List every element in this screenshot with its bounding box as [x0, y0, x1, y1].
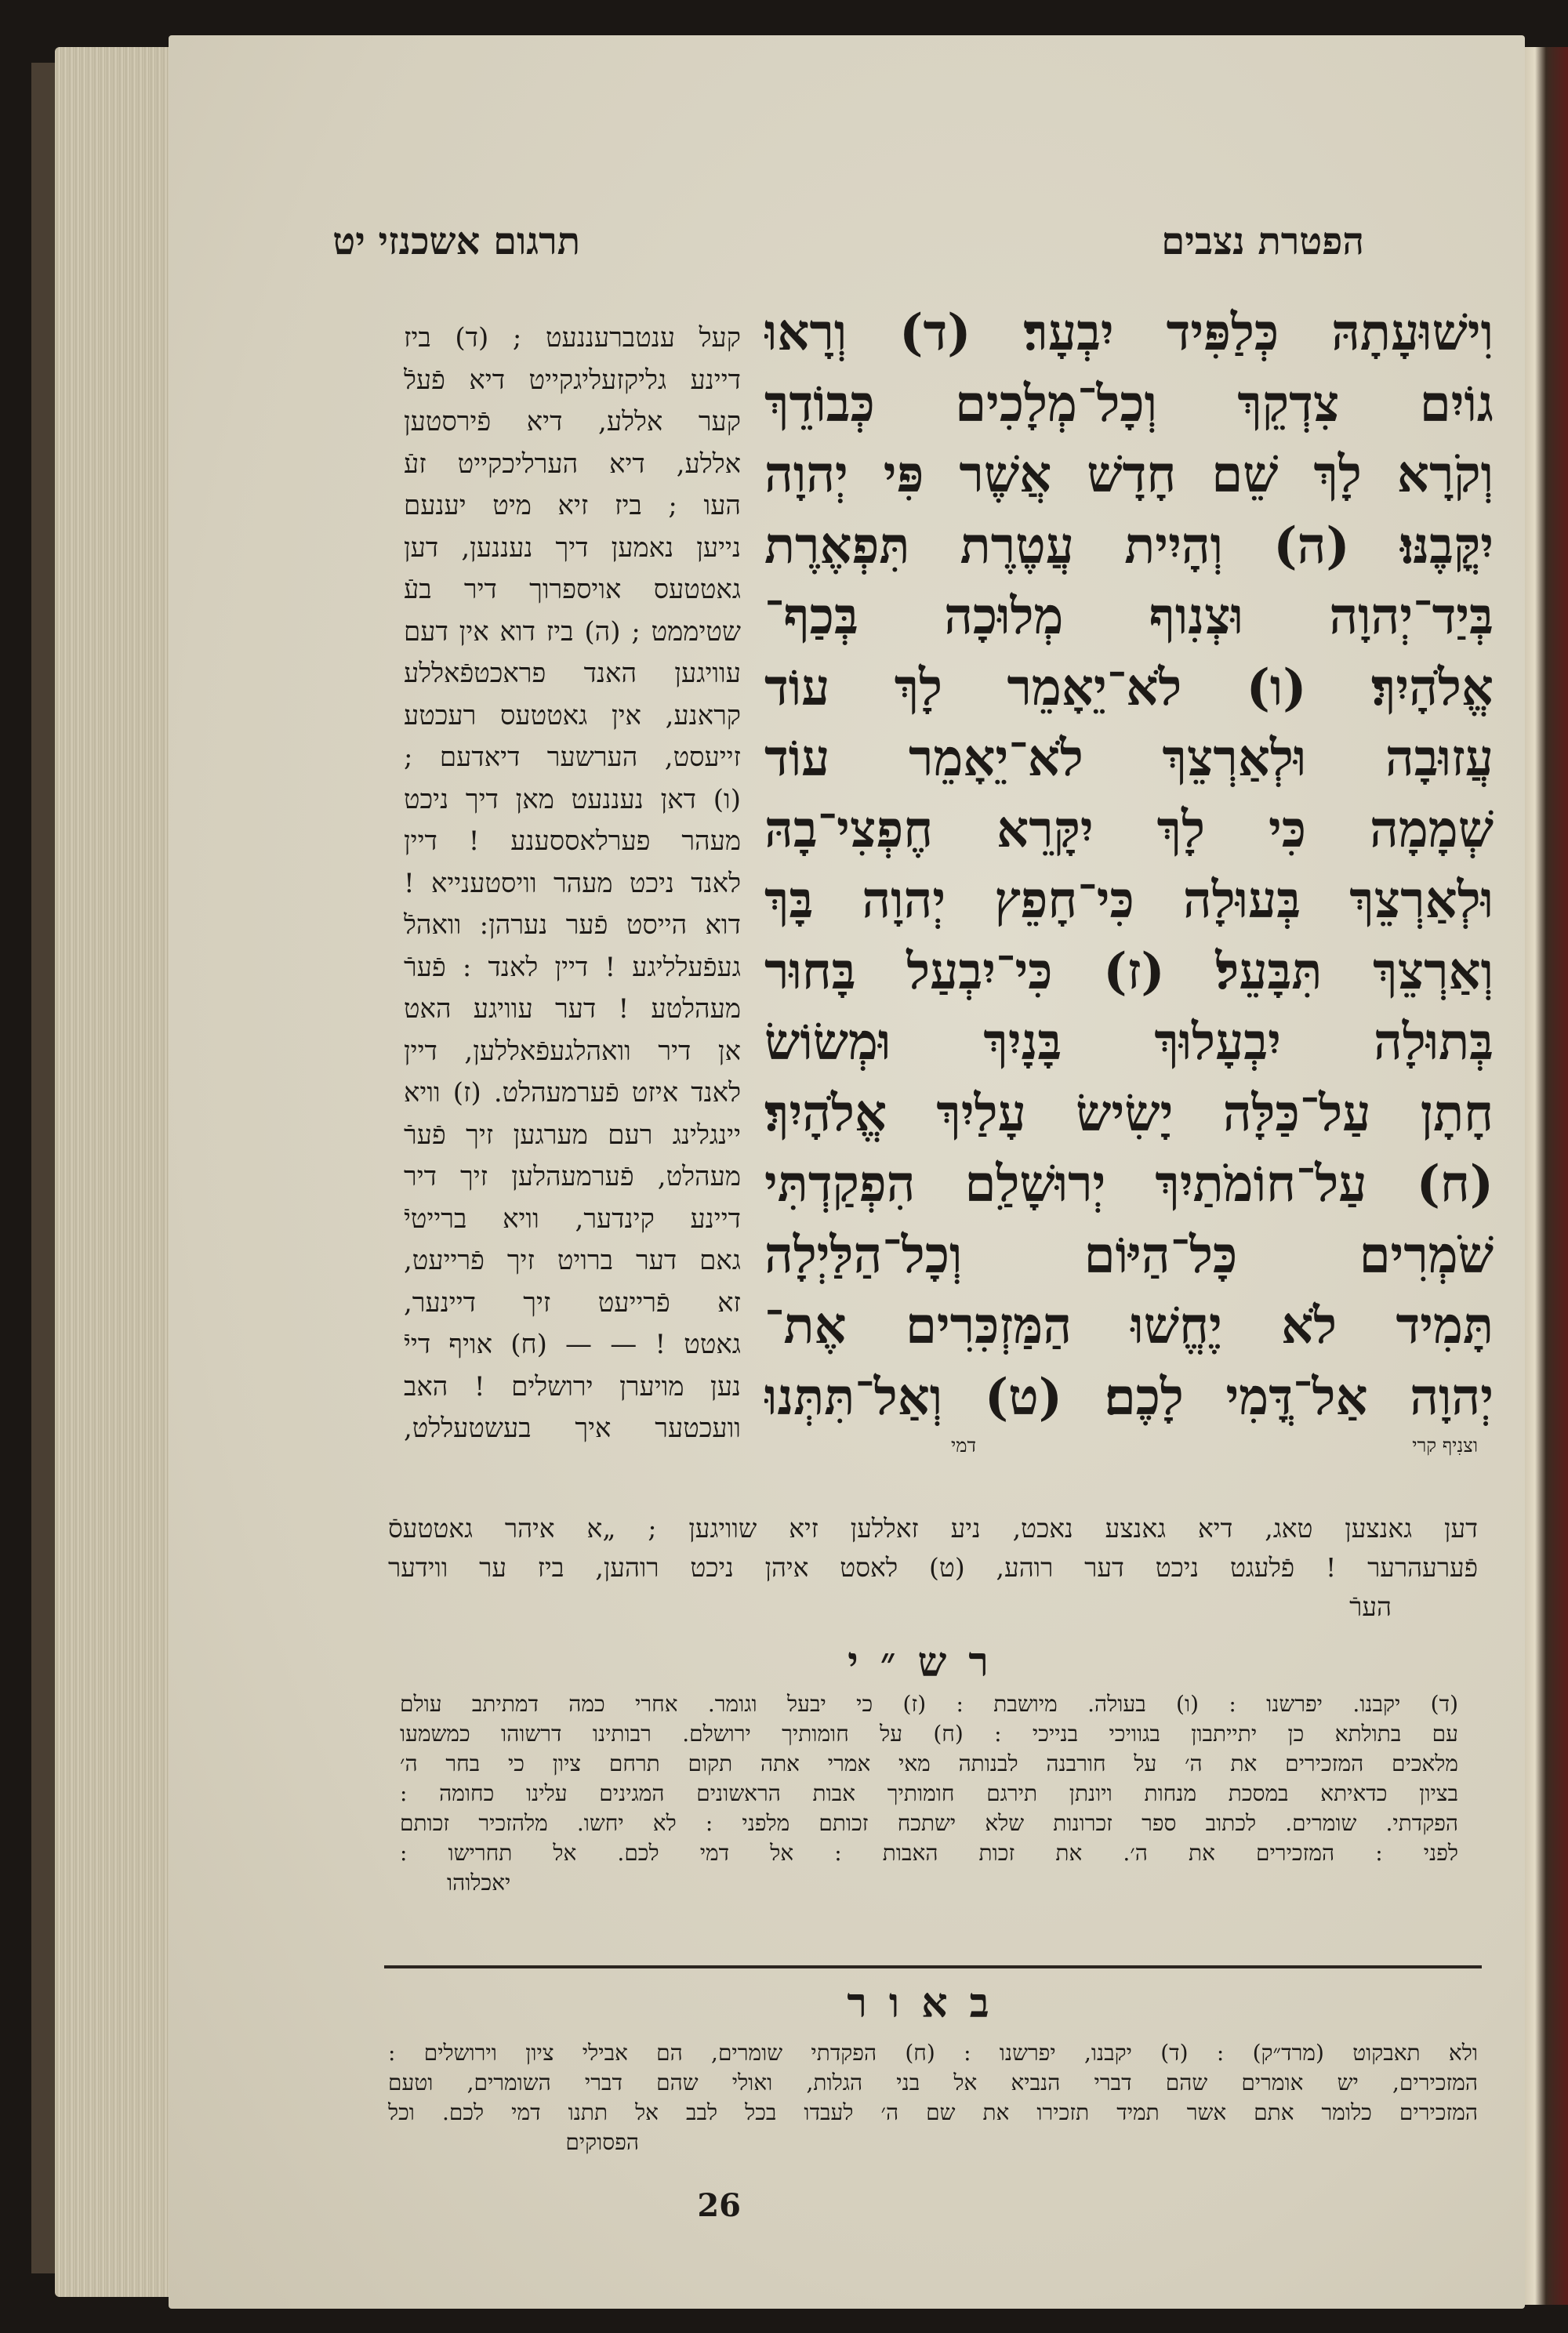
- main-line: וְאַרְצֵךְ תִּבָּעֵל׃ (ז) כִּי־יִבְעַל בָּחוּר: [764, 942, 1494, 1001]
- targum-line: נייען נאמען דיך נעננען, דען: [404, 532, 741, 564]
- page-edges: [55, 47, 172, 2297]
- biur-title: באור: [847, 1979, 1011, 2027]
- biur-catchword: הפסוקים: [565, 2129, 639, 2155]
- targum-line: לאנד ניכט מעהר וויסטענייא !: [404, 867, 741, 899]
- targum-line: מעהלט, פֿערמעהלען זיך דיר: [404, 1161, 741, 1192]
- targum-line: דיינע קינדער, וויא ברייטיֿ: [404, 1203, 741, 1235]
- main-line: בְּיַד־יְהוָה וּצְנִוף מְלוּכָה בְּכַף־: [764, 587, 1494, 646]
- main-line: וִישׁוּעָתָהּ כְּלַפִּיד יִבְעָר׃ (ד) וְרָאוּ: [764, 303, 1494, 362]
- book-page: [169, 35, 1525, 2309]
- targum-line: דיינע גליקזעליגקייט דיא פֿעלֿ: [404, 364, 741, 396]
- main-line: תָּמִיד לֹא יֶחֱשׁוּ הַמַּזְכִּרִים אֶת־: [764, 1297, 1494, 1355]
- targum-line: אן דיר וואהלגעפֿאללען, דיין: [404, 1035, 741, 1067]
- targum-line: וועכטער איך בעשטעללט,: [404, 1413, 741, 1444]
- rashi-line: לפני : המזכירים את ה׳. את זכות האבות : אל דמי לכם. אל תחרישו :: [400, 1840, 1458, 1866]
- rashi-catchword: יאכלוהו: [447, 1870, 511, 1896]
- main-line: חָתָן עַל־כַּלָּה יָשִׂישׂ עָלַיִךְ אֱלֹהָיִךְ׃: [764, 1083, 1494, 1143]
- biur-line: המזכירים כלומר אתם אשר תמיד תזכירו את שם ה׳ לעבדו בכל לבב אל תתנו דמי לכם. וכל: [388, 2099, 1478, 2125]
- targum-line: שטיממט ; (ה) ביז דוא אין דעם: [404, 615, 741, 648]
- section-divider: [384, 1965, 1482, 1968]
- catchword-main: דמי: [950, 1435, 976, 1457]
- main-line: גוֹיִם צִדְקֵךְ וְכָל־מְלָכִים כְּבוֹדֵךְ: [764, 374, 1494, 434]
- rashi-line: בציון כדאיתא במסכת מנחות ויונתן תירגם חומותיך אבות הראשונים המגינים עלינו כחומה :: [400, 1780, 1458, 1806]
- targum-line: קראנע, אין גאטטעס רעכטע: [404, 699, 741, 731]
- targum-line: קעל ענטברעננעט ; (ד) ביז: [404, 322, 741, 354]
- main-line: שֹׁמְרִים כָּל־הַיּוֹם וְכָל־הַלַּיְלָה: [764, 1225, 1494, 1285]
- rashi-line: עם בתולתא כן יתייתבון בגוויכי בנייכי : (ח) על חומותיך ירושלם. רבותינו דרשוהו כמשמעו: [400, 1721, 1458, 1747]
- targum-line: לאנד איזט פֿערמעהלט. (ז) וויא: [404, 1077, 741, 1108]
- targum-line: מעהלטע ! דער עוויגע האט: [404, 993, 741, 1025]
- rashi-line: (ד) יקבנו. יפרשנו : (ו) בעולה. מיושבת : (ז) כי יבעל וגומר. אחרי כמה דמתיתב עולם: [400, 1691, 1458, 1717]
- targum-line: אללע, דיא הערליכקייט זעֿ: [404, 448, 741, 480]
- main-line: בְּתוּלָה יִבְעָלוּךְ בָּנָיִךְ וּמְשׂוֹשׂ: [764, 1013, 1494, 1072]
- targum-column: [404, 317, 741, 1450]
- main-line: וּלְאַרְצֵךְ בְּעוּלָה כִּי־חָפֵץ יְהוָה בָּךְ: [764, 871, 1494, 930]
- biur-commentary: [388, 2038, 1478, 2157]
- rashi-title: רש״י: [848, 1638, 1011, 1686]
- targum-line: גאטט ! — — (ח) אויף דייֿ: [404, 1329, 741, 1360]
- biur-line: המזכירים, יש אומרים שהם דברי הנביא אל בני הגלות, ואולי שהם דברי השומרים, וטעם: [388, 2070, 1478, 2095]
- targum-line: זא פֿרייעט זיך דיינער,: [404, 1286, 741, 1319]
- targum-header: תרגום אשכנזי יט: [332, 220, 580, 263]
- kri-note: וצנִיף קרי: [1412, 1435, 1478, 1457]
- targum-wide-line: דען גאנצען טאג, דיא גאנצע נאכט, ניע זאללען זיא שוויגען ; „א איהר גאטטעסֿ: [388, 1513, 1478, 1544]
- targum-line: עוויגען האנד פראכטפֿאללע: [404, 658, 741, 689]
- targum-line: העו ; ביז זיא מיט יענעם: [404, 490, 741, 521]
- main-line: יְהוָה אַל־דֳּמִי לָכֶם׃ (ט) וְאַל־תִּתְּנוּ: [764, 1367, 1494, 1427]
- targum-line: דוא הייסט פֿער נערהן: וואהלֿ: [404, 909, 741, 941]
- rashi-commentary: [400, 1689, 1458, 1898]
- targum-line: (ו) דאן נעננעט מאן דיך ניכט: [404, 783, 741, 815]
- main-line: יִקֳּבֶנּוּ׃ (ה) וְהָיִית עֲטֶרֶת תִּפְאֶרֶת: [764, 516, 1494, 575]
- targum-line: געפֿעלליגע ! דיין לאנד : פֿערֿ: [404, 951, 741, 983]
- main-line: וְקֹרָא לָךְ שֵׁם חָדָשׁ אֲשֶׁר פִּי יְהוָה: [764, 445, 1494, 504]
- targum-line: גאם דער ברויט זיך פֿרייעט,: [404, 1245, 741, 1276]
- targum-line: קער אללע, דיא פֿירסטען: [404, 406, 741, 437]
- targum-wide-line: הערֿ: [1349, 1591, 1392, 1622]
- main-line: שְׁמָמָה כִּי לָךְ יִקָּרֵא חֶפְצִי־בָהּ: [764, 800, 1494, 859]
- targum-continuation: [388, 1509, 1478, 1627]
- biur-line: ולא תאבקוט (מרד״ק) : (ד) יקבנו, יפרשנו : (ח) הפקדתי שומרים, הם אבילי ציון וירושלים :: [388, 2040, 1478, 2066]
- main-line: (ח) עַל־חוֹמֹתַיִךְ יְרוּשָׁלִַם הִפְקַדְתִּי: [764, 1155, 1494, 1214]
- targum-line: זייעסט, הערשער דיאדעם ;: [404, 742, 741, 773]
- targum-line: נען מויערן ירושלים ! האב: [404, 1370, 741, 1402]
- main-hebrew-text: [764, 298, 1494, 1433]
- main-line: אֱלֹהָיִךְ׃ (ו) לֹא־יֵאָמֵר לָךְ עוֹד: [764, 658, 1494, 717]
- targum-wide-line: פֿערעהרער ! פֿלעגט ניכט דער רוהע, (ט) לאסט איהן ניכט רוהען, ביז ער ווידער: [388, 1552, 1478, 1583]
- rashi-line: הפקדתי. שומרים. לכתוב ספר זכרונות שלא ישתכח זכותם מלפני : לא יחשו. מלהזכיר זכותם: [400, 1810, 1458, 1836]
- targum-line: גאטטעס אויספרוך דיר בעֿ: [404, 574, 741, 605]
- targum-line: מעהר פערלאססענע ! דיין: [404, 825, 741, 857]
- targum-line: יינגלינג רעם מערגען זיך פֿערֿ: [404, 1119, 741, 1151]
- haftarah-header: הפטרת נצבים: [1161, 220, 1364, 263]
- main-line: עֲזוּבָה וּלְאַרְצֵךְ לֹא־יֵאָמֵר עוֹד: [764, 729, 1494, 788]
- rashi-line: מלאכים המזכירים את ה׳ על חורבנה לבנותה מאי אמרי אתה תקום תרחם ציון כי בחר ה׳: [400, 1751, 1458, 1776]
- page-number: 26: [697, 2187, 741, 2224]
